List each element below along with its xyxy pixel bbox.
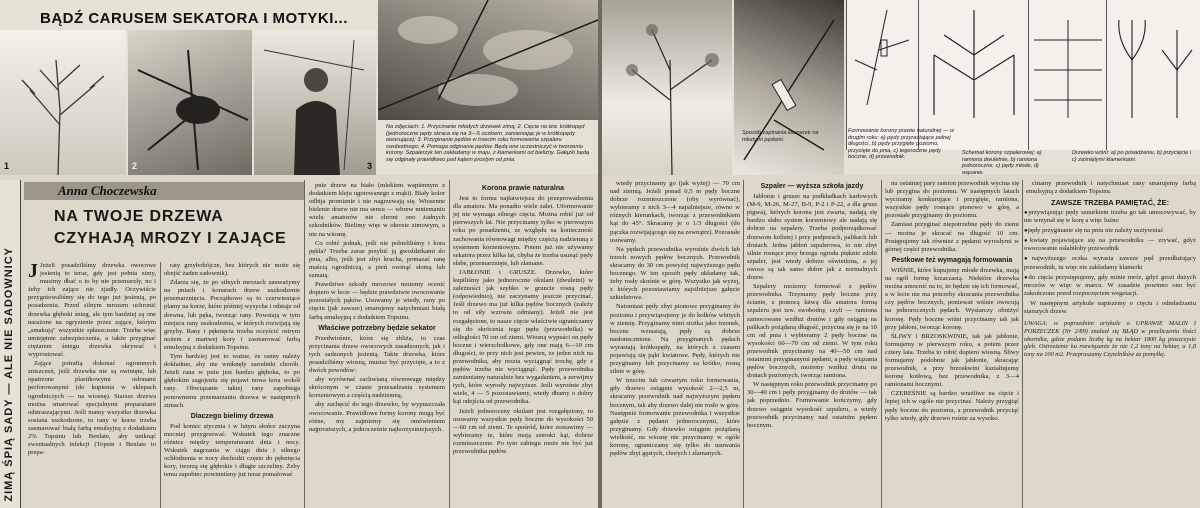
reminder-item: ● do cięcia przystępujemy, gdy minie mróz, gdyż grozi dużych mrozów w więc w marcu. W zasadzie powinno ono być zakończone przed rozpoczęciem wegetacji.: [1024, 274, 1196, 298]
paragraph: Natomiast pędy zbyt pionowe przyginamy do poziomu i przywiązujemy je do kołków wbitych w ziemię. Przyginamy nimi stożka jako trzonek, boczne wzrastają, pędy są dobrze nasłonecznione. Na przyginanych pędach wyrastają krótkopędy, na których z czasem pojawiają się pąki kwiatowe. Pędy, których nie przyginamy lub przycinamy za krótko, rosną silnie w górę.: [610, 303, 740, 376]
sketch-cherry-tree: [1106, 0, 1200, 150]
paragraph: Tym bardziej jest to ważne, że ranny należy dokładnie, aby nie wniknęły zarodniki chorób. Jeżeli rana w pniu jest bardzo głęboka, to po głębokim zagojeniu się pojawi nowa kora wokół rany. Obwiązanie takiej rany zapobiega ponownemu przemarzaniu drzewa w następnych zimach.: [164, 353, 300, 409]
reminder-footer-wrap: [1024, 300, 1196, 316]
paragraph: Szpalery możemy formować z pędów przewodnika. Trzymamy pędy boczne przy ścianie, z pomocą łatwą dla amatora formą szpaleru jest tzw. swobodny, czyli — ramiona zamocowane wzdłuż drutów i gdy osiągną na palikach pożądaną długość, przycina się je na 10 cm od pnia i wybieramy 2 pędy boczne na wysokości 60—70 cm od ziemi. W tym roku przewodnik przycinamy na 40—50 cm nad ostatnimi przyginanymi pędami, a pędy wiązania pędów bocznych, możemy wzdłuż drutu na drutach poziomych, tworząc ramiona.: [747, 283, 877, 380]
reminder-item: ● najwyższego oczka wyrasta zawsze pęd przedłużający przewodnik, tu więc nie zakładamy klamerki: [1024, 255, 1196, 271]
subheading: Korona prawie naturalna: [481, 185, 565, 192]
bullet-paragraph: aby wyrównać zachwianą równowagę między skróconym w czasie przesadzania systemem korzeniowym a częścią nadziemną,: [309, 376, 445, 400]
correction-note: UWAGA: w poprzednim artykule o UPRAWIE MALIN I PORZECZEK (Nr 2/89) znalazł się BŁĄD w przeliczeniu ilości obornika, gdzie podano liczbę kg na hektar 1800 kg piaszczyste gleb. Ostrzeżenie ku rozwiązanie że nie 1,2 tony na hektar, a 1,8 tony na 100 m2. Przepraszamy Czytelników za pomyłkę.: [1024, 320, 1196, 358]
paragraph: WIŚNIE, które kupujemy młode drzewka, mają na ogół formę krzaczastą. Niektóre drzewka można umocnić na to, że będzie się ich formować, a w lecie nie ma potrzeby skracania przewodnika czy pędów bocznych, ponieważ wiśnie owocują na jednorocznych pędach. Wystarczy obniżyć koronę. Pędy boczne wiśni przycinamy tak jak przy jabłoni, tworząc koronę.: [885, 266, 1019, 331]
reminder-title: ZAWSZE TRZEBA PAMIĘTAĆ, ŻE:: [1050, 198, 1170, 207]
column-rule: [449, 180, 450, 508]
paragraph: Prawdziwe szkody mrozowe możemy ocenić dopiero w lecie — będzie prawdziwie owocowanie pozostałych pąków. Usuwamy je wtedy, rany po cięciu (jak zawsze) smarujemy natychmiast białą farbą emulsyjną z dodatkiem Topsinu.: [309, 281, 445, 321]
paragraph: Zające potrafią dokonać ogromnych zniszczeń, jeśli drzewka nie są owinięte, lub opatrzone plastikowymi osłonami perforowanymi (do kupienia w sklepach ogrodniczych — na wiosnę). Starsze drzewa można smarować specjalnymi preparatami odstraszającymi. Jeśli mamy wszystko drzewka sosiana uszkodzone, to rany w korze trzeba zasmarować białą farbą emulsyjną z dodatkiem 2% Topsinu lub Benlate, aby uniknąć ewentualnych infekcji (Topsin i Benlate to prepa-: [28, 360, 156, 457]
reminder-footer: W następnym artykule napiszemy o cięciu i odmładzaniu starszych drzew.: [1024, 299, 1196, 316]
paragraph: Jest to forma najłatwiejsza do przeprowadzenia dla amatora. Ma ponadto wiele zalet. Uformowanie jej nie wymaga silnego cięcia. Można robić już od pierwszych lat. Nie przycinamy tylko w pierwszym roku po posadzeniu, ze względu na konieczność zachowania równowagi między częścią nadziemną z systemem korzeniowym. Potem już nie używamy sekatora przez kilka lat, chyba że trzeba usunąć pędy słabe, przemarznięte, lub złamane.: [453, 195, 593, 267]
left-page: [0, 0, 598, 508]
paragraph: cinamy przewodnik i natychmiast rany smarujemy farbą emulsyjną z dodatkiem Topsinu.: [1026, 180, 1196, 196]
column-rule: [881, 180, 882, 508]
paragraph: JABŁONIE i GRUSZE. Drzewko, które kupiliśmy jako jednoroczne okulant (dwuletni) w zależności jak szybko w gruncie rosną pędy (odpowiednio), nie zaczynamy jeszcze przycinać. Jeśli drzewo ma już kilka pędów bocznych (zależy to od siły wzrostu odmiany). Jeżeli nie jest rozgałęzione, to nasze cięcie właściwie ograniczamy się do skrócenia tego pędu (przewodnika) w odległości 70 cm od ziemi. Wiosną wypuści on pędy boczne i wierzchołkowe, gdy one mają 6—10 cm długości, to przy nich jest pewien, że jeden nich na przewodnika, aby reszta wyciągnąć trochę, gdy z pędów trzeba nie wyciągnąć. Pędy przewodnika zamieniamy naturalnie bez wygadaniem, a zerwijmy tych, które wyrosły najwyższe. Jeśli wyrośnie zbyt wiele, 4 — 5 pozostawiamy, wtedy dbamy o dobry kąt odejścia od przewodnika.: [453, 268, 593, 406]
reminder-item: ● przywiązując pędy sznurkiem trzeba go tak umocowywać, by nie wrzynał się w korę a więc luźno: [1024, 209, 1196, 225]
side-strip: [0, 180, 21, 508]
dropcap: J: [28, 260, 38, 282]
paragraph: W następnym roku przewodnik przycinamy po 30—40 cm i pędy przyginamy do drutów — tak jak poprzednio. Formowanie kończymy, gdy drzewo osiągnie wysokość szpaleru, a wtedy przewodnik przycinamy nad ostatnim pędem bocznym.: [747, 381, 877, 429]
paragraph: nu ostatniej pary ramion przewodnik wycina się lub przygina do poziomu. W następnych latach wycinamy konkurujące i przygięte, ramiona, wszystkie pędy rosnące pionowo w górę, a pozostałe przyginamy do poziomu.: [885, 180, 1019, 220]
column-rule: [743, 180, 744, 508]
diagram-band: [602, 0, 1200, 175]
subheading: Właściwe potrzebny będzie sekator: [318, 324, 436, 332]
right-page: [602, 0, 1200, 508]
photo-number: 2: [132, 161, 138, 171]
article-column-4: [453, 182, 593, 457]
paragraph: W trzecim lub czwartym roku formowania, gdy drzewo osiągnie wysokość 2—2,5 m, skracamy przewodnik nad najwyższym pędem bocznym, tak aby drzewo dalej nie rosło w górę. Następnie formowanie przewodnika i wszystkie gałęzie z pędami jednorocznymi, które przyginamy. Gdy drzewko osiągnie pożądaną wielkość, na wiosnę nie przycinamy w ogóle korony, ograniczamy się tylko do usuwania pędów zbyt gęstych, chorych i złamanych.: [610, 377, 740, 458]
paragraph: raty grzybobójcze, bez których nie może się obejść żaden sadownik).: [164, 262, 300, 278]
column-rule: [1022, 180, 1023, 508]
sketch-caption: Schemat korony szpalerowej: a) ramiona dwuletnie, b) ramiona jednoroczne, c) pędy młode, d) wąsanie.: [962, 150, 1042, 176]
reminder-item: ● pędy przyginanie się na pniu nie należy usztywniać: [1024, 227, 1196, 235]
subheading: Pestkowe też wymagają formowania: [891, 256, 1013, 264]
column-rule: [304, 180, 305, 508]
paragraph: J Jeżeli posadziliśmy drzewka owocowe jesienią to teraz, gdy jest pełnia zimy, musimy dbać o to by nie przemarzły, no i żeby ich zające nie zjadły. Oczywiście przygotowaliśmy się do tego już jesienią, po posadzeniu. Przed silnym mrozem uchronić drzewka głęboki śnieg, ale tym bardziej są one narażone na ogryzienie przez zające, którym „smakują" wszystkie spłaszczone. Trzeba więc umiejętnie zabezpieczenia, a także przyginać ciężarem śniegu drzewka okrywać i wyprostować.: [28, 260, 156, 359]
subheading: Dlaczego bielimy drzewa: [190, 412, 274, 420]
reminder-item: ● kwiaty pojawiające się na przewodniku — zrywać, gdyż owocowanie osłabiłoby przewodnik: [1024, 237, 1196, 253]
photo-number: 1: [4, 161, 10, 171]
sketch-caption: Sposób zapinania klamerek na młodymi pędami.: [742, 130, 819, 143]
paragraph: Pod koniec stycznia i w lutym słońce zaczyna mocniej przygrzewać. Wskutek tego znaczne różnice między temperaturami dnia i nocy. Wskutek nagrzania w ciągu dnia i silnego ochłodzenia w nocy dochodzi często do pęknięcia kory, tworzą się głębokie i długie szczeliny. Żeby temu zapobiec powinniśmy już teraz pomalować: [164, 422, 300, 479]
paragraph: ŚLIWY i BRZOSKWINIE, tak jak jabłonie, formujemy w pierwszym roku, a potem przez cztery lata. Trzeba to robić dopiero wiosną. Śliwy formujemy podobnie jak jabłonie, skracając przewodnik, a przy brzoskwini kształtujemy koronę kotłową, bez przewodnika, z 3—4 ramionami bocznymi.: [885, 332, 1019, 389]
paragraph: Zamiast przyginać niepotrzebne pędy do ziemi — można je skracać na długość 10 cm. Postępujemy tak również z pędami wyrosłymi w górnej części przewodnika.: [885, 221, 1019, 253]
sketch-espalier: [1028, 0, 1107, 150]
paragraph: CZEREŚNIE są bardzo wrażliwe na cięcie i lepiej ich w ogóle nie przycinać. Należy przygiąć pędy boczne do poziomu, a przewodnik przyciąć tylko wtedy, gdy drzewo rośnie za wysoko.: [885, 390, 1019, 422]
article-column-5: [610, 180, 740, 459]
article-column-2: [164, 262, 300, 480]
photo-number: 3: [366, 161, 372, 171]
photo-tree-branches: [378, 0, 598, 120]
photo-banner: [0, 0, 598, 175]
paragraph: pnie drzew na biało (mlekiem wapiennym z dodatkiem kleju ugotowanego z mąki). Biały kolor odbija promienie i nie nagrzewają się. Wiosenne bielenie drzew nie ma sensu — wbrew mniemaniu wielu amatorów nie chroni ono żadnych szkodników. Bielimy więc w okresie zimowym, a nie na wiosnę.: [309, 182, 445, 238]
article-column-7: [885, 180, 1019, 424]
author-byline: Anna Choczewska: [24, 182, 304, 200]
paragraph: wtedy przycinamy go (jak wyżej) — 70 cm nad ziemią. Jeżeli ponad 0,5 m pędy boczne dobrze rozmieszczone (oby wyrównać), wybieramy z nich 3—4 najsilniejsze, równo w różnych kierunkach, tworząc z przewodnikiem kąt do 45°. Skracamy je o 1/3 długości (do pączka rozwijającego się na zewnątrz). Pozostałe usuwamy.: [610, 180, 740, 244]
paragraph: Przedwiośnie, które się zbliża, to czas przycinania drzew owocowych zasadzonych, jak i tych sadzonych jesienią. Takie drzewka, które posadziliśmy wiosną, musisz być przycięte, a to z dwóch powodów:: [309, 334, 445, 375]
photo-young-tree: [602, 0, 732, 175]
bullet-paragraph: aby zachęcić do tego drzewko, by wypuszczała owocowanie. Prawidłowe formy korony mogą być różne, my zajmiemy się omówieniem najprostszych, a jednocześnie najkorzystniejszych.: [309, 401, 445, 433]
article-column-8: [1026, 180, 1196, 197]
article-headline: NA TWOJE DRZEWA CZYHAJĄ MROZY I ZAJĄCE: [54, 208, 287, 247]
subheading: Szpaler — wyższa szkoła jazdy: [760, 183, 864, 190]
paragraph: Zdarza się, że po silnych mrozach zauważymy na pniach i konarach drzew uszkodzenie przemarznięcia. Początkowo są to czerwieniące plamy na korze, które później wysycha i odstaje od drewna, lub pęka, tworząc rany. Powstają w tym miejscu rany uszkodzenia, w których rozwijają się grzyby. Rany i pęknięcia trzeba oczyścić ostrym nożem z martwej kory i zasmarować farbą emulsyjną z dodatkiem Topsinu.: [164, 279, 300, 351]
photo-shears-closeup: [128, 30, 252, 175]
article-column-1: [28, 262, 156, 458]
paragraph: Jeżeli jednoroczny okulant jest rozgałęziony, to usuwamy wszystkie pędy boczne do wysokości 50—60 cm od ziemi. Te spośród, które zostawimy — wybieramy te, które mają szeroki kąt, dobrze rozmieszczone. Po tym zabiegu może nie być już przewodnika pędów.: [453, 407, 593, 455]
paragraph: Jabłonie i grusze na podkładkach karłowych (M-9, M-26, M-27, B-9, P-2 i P-22, a dla grusz pigwa), których korona jest zwarta, nadają się bardzo słabo system korzeniowy ale nadają się dobrze na szpalery. Trzeba podporządkować drzewom kolistej i przy podporach, palikach lub drutach. Jedna jabłoń szpalerowa, to nie zbyt silnie rosnące przy brzegu ogrodu pięknie zdobi szpaler, jest wtedy dobrze oświetlona, a jej owoce są tak samo dobre jak z normalnych drzew.: [747, 193, 877, 282]
article-column-3: [309, 182, 445, 435]
article-column-6: [747, 180, 877, 431]
reminder-list: [1024, 209, 1196, 298]
photo-caption: Na zdjęciach: 1. Przycinanie młodych drzewek zimą; 2. Cięcie na tzw. krótkopęd (jednoroczne pędy skraca się na 3—5 oczkiem, zamieniając je w krótkopędy owocujące); 3. Przyginanie pędów w trzecim roku formowania szpaleru swobodnego; 4. Pomaga odginanie pędów. Będą one uczestniczyć w tworzeniu korony. Szpalerzyk ten zakładamy w maju, z klamerkami od bielizny. Gałązki będą się odginały prawidłowo pod kątem prostym od pnia.: [386, 124, 590, 163]
paragraph: Na pędach przewodnika wyrośnie dwóch lub trzech nowych pędów bocznych. Przewodnik skracamy do 30 cm powyżej najwyższego pędu bocznego. W ten sposób pędy układamy tak, żeby rosły skośnie w górę. Wszystko jak wyżej, z których pozostawiamy najsilniejsze gałęzie szkieletowe.: [610, 245, 740, 302]
column-rule: [160, 262, 161, 508]
photo-pruning-branches: [0, 30, 126, 175]
reminder-box: [1024, 198, 1196, 359]
sketch-caption: Formowanie korony prawie naturalnej — w drugim roku: a) pędy przyrastające pełnej długości, b) pędy przygięte poziomo, przycięte do pnia, c) tegoroczne pędy boczne, d) przewodnik.: [848, 128, 955, 161]
photo-clothespin-on-shoot: [734, 0, 844, 175]
side-strip-text: ZIMĄ ŚPIĄ SADY — ALE NIE SADOWNICY: [3, 247, 15, 502]
photo-woman-tying-branches: [254, 30, 376, 175]
sketch-caption: Drzewko wiśni: a) po posadzeniu, b) przycięcie i c) zaśniętymi klamerkami.: [1072, 150, 1192, 163]
paragraph: Co robić jednak, jeśli nie pobieliliśmy i kora pękła? Trzeba zaraz przybić ją gwoździkami do pnia, albo, jeśli jest zbyt krucha, pomazać ranę maścią ogrodniczą, a pień owinąć słomą lub szmatą.: [309, 239, 445, 280]
banner-headline: BĄDŹ CARUSEM SEKATORA I MOTYKI...: [40, 10, 348, 27]
